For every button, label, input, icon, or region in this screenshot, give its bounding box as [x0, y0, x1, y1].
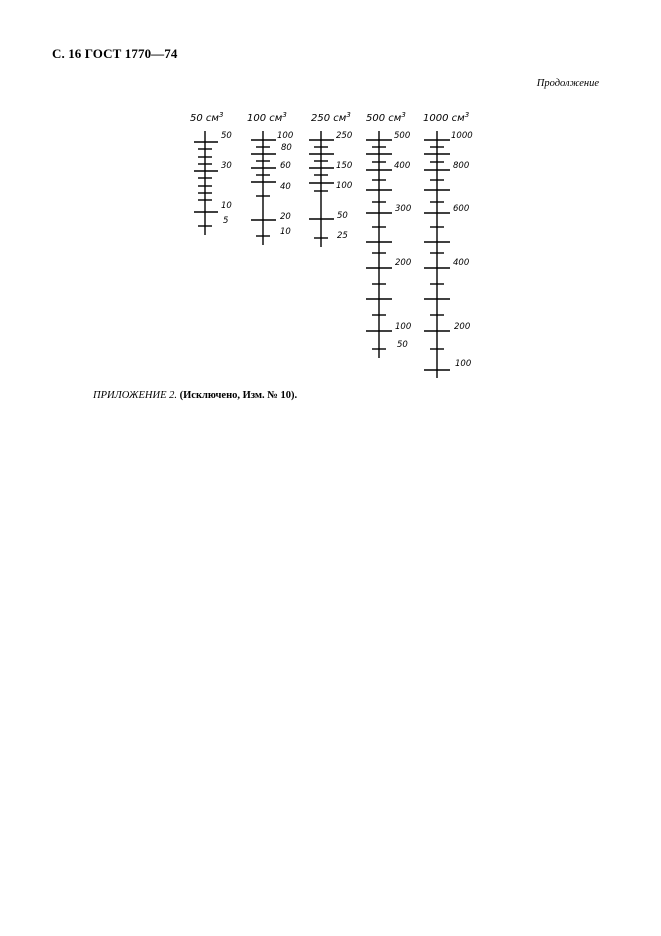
scale-label: 100 $см^3$ — [247, 111, 287, 124]
scale-label: 1000 $см^3$ — [423, 111, 470, 124]
tick-label: 50 — [337, 211, 348, 221]
scale-1000 — [423, 111, 473, 378]
tick-label: 1000 — [451, 131, 473, 141]
tick-label: 150 — [336, 161, 353, 171]
tick-label: 50 — [221, 131, 232, 141]
tick-label: 400 — [453, 258, 470, 268]
tick-label: 25 — [337, 231, 348, 241]
tick-label: 10 — [280, 227, 291, 237]
tick-label: 50 — [397, 340, 408, 350]
tick-label: 200 — [454, 322, 471, 332]
scale-500 — [366, 111, 411, 358]
tick-label: 100 — [395, 322, 412, 332]
tick-label: 30 — [221, 161, 232, 171]
tick-label: 100 — [277, 131, 294, 141]
tick-label: 200 — [395, 258, 412, 268]
tick-label: 500 — [394, 131, 411, 141]
tick-label: 5 — [223, 216, 229, 226]
tick-label: 60 — [280, 161, 291, 171]
appendix-note — [93, 390, 297, 401]
tick-label: 600 — [453, 204, 470, 214]
tick-label: 40 — [280, 182, 291, 192]
appendix-label: ПРИЛОЖЕНИЕ 2. — [93, 390, 177, 401]
scale-label: 250 $см^3$ — [311, 111, 351, 124]
scale-100 — [247, 111, 293, 245]
tick-label: 250 — [336, 131, 353, 141]
graduation-scales-figure — [0, 0, 661, 400]
scale-250 — [309, 111, 352, 247]
tick-label: 10 — [221, 201, 232, 211]
tick-label: 20 — [280, 212, 291, 222]
tick-label: 300 — [395, 204, 412, 214]
scale-label: 500 $см^3$ — [366, 111, 406, 124]
scale-label: 50 $см^3$ — [190, 111, 224, 124]
tick-label: 800 — [453, 161, 470, 171]
tick-label: 400 — [394, 161, 411, 171]
page-header: С. 16 ГОСТ 1770—74 — [52, 46, 178, 61]
continuation-label: Продолжение — [536, 78, 599, 89]
tick-label: 100 — [336, 181, 353, 191]
tick-label: 80 — [281, 143, 292, 153]
tick-label: 100 — [455, 359, 472, 369]
appendix-text: (Исключено, Изм. № 10). — [179, 390, 298, 401]
scale-50 — [190, 111, 232, 235]
